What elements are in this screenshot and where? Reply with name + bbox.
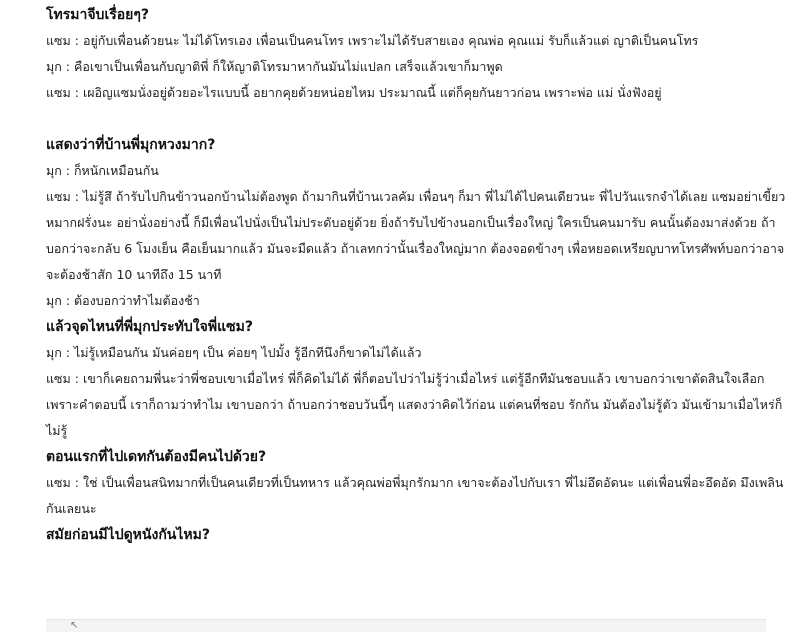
cursor-icon: ↖ bbox=[70, 620, 79, 631]
question-heading: โทรมาจีบเรื่อยๆ? bbox=[46, 7, 150, 23]
question-heading: แล้วจุดไหนที่พี่มุกประทับใจพี่แซม? bbox=[46, 319, 253, 335]
next-content-strip bbox=[46, 619, 766, 632]
answer-paragraph: แซม : อยู่กับเพื่อนด้วยนะ ไม่ได้โทรเอง เพื่อนเป็นคนโทร เพราะไม่ได้รับสายเอง คุณพ่อ คุณแม่ รับก็แล้วแต่ ญาติเป็นคนโทร bbox=[46, 33, 699, 48]
answer-paragraph: มุก : ไม่รู้เหมือนกัน มันค่อยๆ เป็น ค่อยๆ ไปมั้ง รู้อีกทีนึงก็ขาดไม่ได้แล้ว bbox=[46, 345, 422, 360]
answer-paragraph: มุก : ก็หนักเหมือนกัน bbox=[46, 163, 159, 178]
article bbox=[46, 2, 796, 548]
answer-paragraph: มุก : คือเขาเป็นเพื่อนกับญาติพี่ ก็ให้ญาติโทรมาหากันมันไม่แปลก เสร็จแล้วเขาก็มาพูด bbox=[46, 59, 503, 74]
question-heading: สมัยก่อนมีไปดูหนังกันไหม? bbox=[46, 527, 210, 543]
question-heading: แสดงว่าที่บ้านพี่มุกหวงมาก? bbox=[46, 137, 216, 153]
paragraph-spacer bbox=[46, 106, 796, 132]
answer-paragraph: แซม : ใช่ เป็นเพื่อนสนิทมากที่เป็นคนเดียวที่เป็นทหาร แล้วคุณพ่อพี่มุกรักมาก เขาจะต้องไปกับเรา พี่ไม่อึดอัดนะ แต่เพื่อนพี่อะอึดอัด มึงเพลินกันเลยนะ bbox=[46, 475, 784, 516]
answer-paragraph: มุก : ต้องบอกว่าทำไมต้องช้า bbox=[46, 293, 200, 308]
answer-paragraph: แซม : เผอิญแซมนั่งอยู่ด้วยอะไรแบบนี้ อยากคุยด้วยหน่อยไหม ประมาณนี้ แต่ก็คุยกันยาวก่อน เพราะพ่อ แม่ นั่งฟังอยู่ bbox=[46, 85, 662, 100]
answer-paragraph: แซม : ไม่รู้สึ ถ้ารับไปกินข้าวนอกบ้านไม่ต้องพูด ถ้ามากินที่บ้านเวลคัม เพื่อนๆ ก็มา พี่ไม่ได้ไปคนเดียวนะ พี่ไปวันแรกจำได้เลย แซมอย่าเขี้ยวหมากฝรั่งนะ อย่านั่งอย่างนี้ ก็มีเพื่อนไปนั่งเป็นไม่ประดับอยู่ด้วย ยิ่งถ้ารับไปข้างนอกเป็นเรื่องใหญ่ ใครเป็นคนมารับ คนนั้นต้องมาส่งด้วย ถ้าบอกว่าจะกลับ 6 โมงเย็น คือเย็นมากแล้ว มันจะมืดแล้ว ถ้าเลทกว่านั้นเรื่องใหญ่มาก ต้องจอดข้างๆ เพื่อหยอดเหรียญบาทโทรศัพท์บอกว่าอาจจะต้องช้าสัก 10 นาทีถึง 15 นาที bbox=[46, 189, 786, 282]
answer-paragraph: แซม : เขาก็เคยถามพี่นะว่าพี่ชอบเขาเมื่อไหร่ พี่ก็คิดไม่ได้ พี่ก็ตอบไปว่าไม่รู้ว่าเมื่อไหร่ แต่รู้อีกทีมันชอบแล้ว เขาบอกว่าเขาตัดสินใจเลือกเพราะคำตอบนี้ เราก็ถามว่าทำไม เขาบอกว่า ถ้าบอกว่าชอบวันนี้ๆ แสดงว่าคิดไว้ก่อน แต่คนที่ชอบ รักกัน มันต้องไม่รู้ตัว มันเข้ามาเมื่อไหร่ก็ไม่รู้ bbox=[46, 371, 783, 438]
question-heading: ตอนแรกที่ไปเดทกันต้องมีคนไปด้วย? bbox=[46, 449, 267, 465]
